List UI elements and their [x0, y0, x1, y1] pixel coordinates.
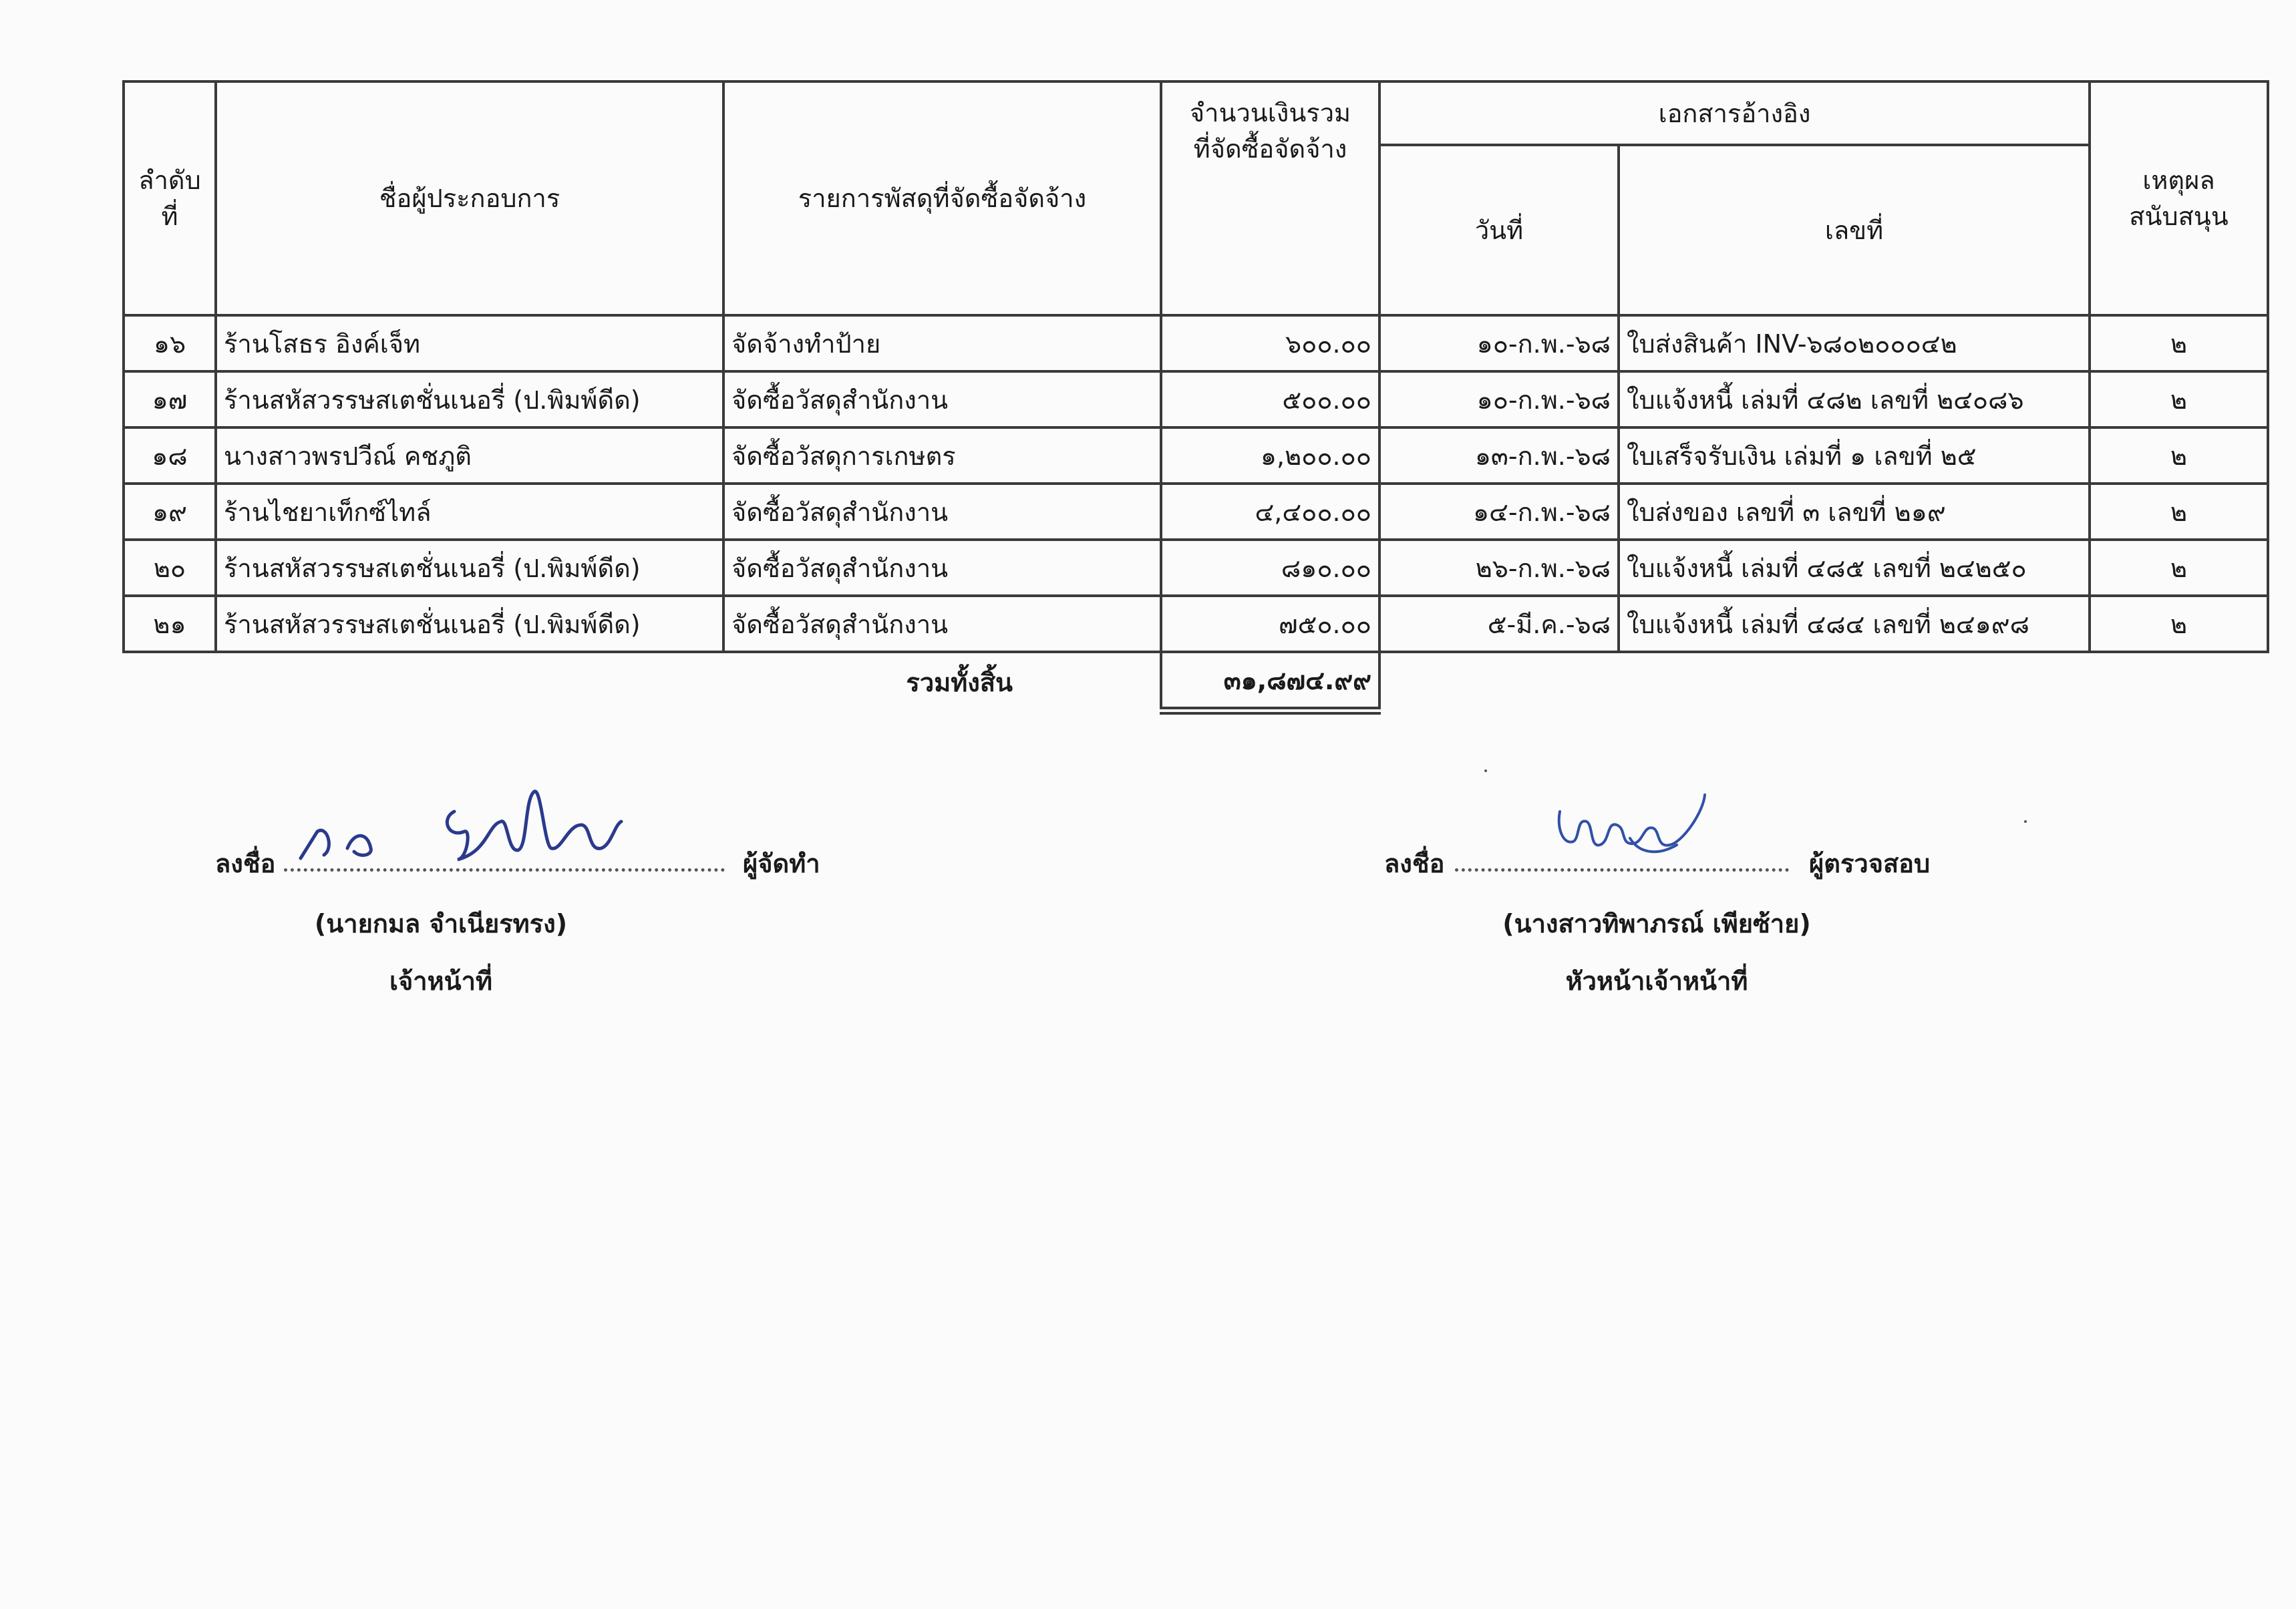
cell-date: ๕-มี.ค.-๖๘ [1379, 596, 1619, 652]
cell-reason: ๒ [2090, 371, 2268, 427]
cell-seq: ๑๗ [124, 371, 216, 427]
cell-amount: ๘๑๐.๐๐ [1161, 540, 1379, 596]
cell-ref: ใบแจ้งหนี้ เล่มที่ ๔๘๔ เลขที่ ๒๔๑๙๘ [1619, 596, 2090, 652]
cell-item: จัดซื้อวัสดุสำนักงาน [723, 596, 1161, 652]
cell-vendor: ร้านสหัสวรรษสเตชั่นเนอรี่ (ป.พิมพ์ดีด) [216, 371, 723, 427]
right-sign-role: ผู้ตรวจสอบ [1809, 849, 1931, 878]
left-signer-name: (นายกมล จำเนียรทรง) [314, 909, 568, 938]
scan-speck [1484, 769, 1487, 772]
right-signature-line [1455, 868, 1789, 872]
cell-vendor: ร้านสหัสวรรษสเตชั่นเนอรี่ (ป.พิมพ์ดีด) [216, 540, 723, 596]
cell-item: จัดซื้อวัสดุสำนักงาน [723, 540, 1161, 596]
header-amount: จำนวนเงินรวม ที่จัดซื้อจัดจ้าง [1161, 81, 1379, 315]
cell-seq: ๑๙ [124, 484, 216, 540]
left-sign-role: ผู้จัดทำ [743, 849, 820, 878]
cell-date: ๑๐-ก.พ.-๖๘ [1379, 315, 1619, 371]
cell-ref: ใบส่งของ เลขที่ ๓ เลขที่ ๒๑๙ [1619, 484, 2090, 540]
table-header [124, 81, 2268, 315]
total-label: รวมทั้งสิ้น [906, 667, 1013, 697]
right-sign-prefix: ลงชื่อ [1384, 849, 1445, 878]
cell-amount: ๔,๔๐๐.๐๐ [1161, 484, 1379, 540]
cell-reason: ๒ [2090, 427, 2268, 484]
table-row [124, 540, 2268, 596]
cell-date: ๑๓-ก.พ.-๖๘ [1379, 427, 1619, 484]
cell-vendor: ร้านสหัสวรรษสเตชั่นเนอรี่ (ป.พิมพ์ดีด) [216, 596, 723, 652]
cell-vendor: ร้านโสธร อิงค์เจ็ท [216, 315, 723, 371]
left-handwritten-signature [287, 785, 635, 872]
cell-reason: ๒ [2090, 596, 2268, 652]
table-row [124, 371, 2268, 427]
procurement-table [122, 80, 2269, 715]
cell-ref: ใบส่งสินค้า INV-๖๘๐๒๐๐๐๔๒ [1619, 315, 2090, 371]
cell-amount: ๑,๒๐๐.๐๐ [1161, 427, 1379, 484]
cell-reason: ๒ [2090, 540, 2268, 596]
left-signer-position: เจ้าหน้าที่ [389, 966, 492, 996]
cell-amount: ๕๐๐.๐๐ [1161, 371, 1379, 427]
total-row [124, 652, 2268, 711]
cell-reason: ๒ [2090, 315, 2268, 371]
cell-date: ๑๐-ก.พ.-๖๘ [1379, 371, 1619, 427]
cell-vendor: ร้านไชยาเท็กซ์ไทล์ [216, 484, 723, 540]
table-row [124, 427, 2268, 484]
left-sign-prefix: ลงชื่อ [215, 849, 276, 878]
cell-seq: ๒๐ [124, 540, 216, 596]
cell-amount: ๗๕๐.๐๐ [1161, 596, 1379, 652]
right-signer-name: (นางสาวทิพาภรณ์ เพียซ้าย) [1502, 909, 1811, 938]
cell-vendor: นางสาวพรปวีณ์ คชภูติ [216, 427, 723, 484]
cell-seq: ๑๖ [124, 315, 216, 371]
right-signer-position: หัวหน้าเจ้าหน้าที่ [1565, 966, 1748, 996]
header-ref-number: เลขที่ [1619, 145, 2090, 315]
cell-item: จัดจ้างทำป้าย [723, 315, 1161, 371]
table-row [124, 484, 2268, 540]
cell-ref: ใบเสร็จรับเงิน เล่มที่ ๑ เลขที่ ๒๕ [1619, 427, 2090, 484]
table-row [124, 315, 2268, 371]
cell-item: จัดซื้อวัสดุสำนักงาน [723, 484, 1161, 540]
cell-item: จัดซื้อวัสดุการเกษตร [723, 427, 1161, 484]
header-items: รายการพัสดุที่จัดซื้อจัดจ้าง [723, 81, 1161, 315]
cell-seq: ๑๘ [124, 427, 216, 484]
cell-date: ๒๖-ก.พ.-๖๘ [1379, 540, 1619, 596]
cell-date: ๑๔-ก.พ.-๖๘ [1379, 484, 1619, 540]
table-row [124, 596, 2268, 652]
cell-reason: ๒ [2090, 484, 2268, 540]
cell-seq: ๒๑ [124, 596, 216, 652]
cell-ref: ใบแจ้งหนี้ เล่มที่ ๔๘๒ เลขที่ ๒๔๐๘๖ [1619, 371, 2090, 427]
header-reason: เหตุผล สนับสนุน [2090, 81, 2268, 315]
total-value: ๓๑,๘๗๔.๙๙ [1161, 652, 1379, 711]
cell-ref: ใบแจ้งหนี้ เล่มที่ ๔๘๕ เลขที่ ๒๔๒๕๐ [1619, 540, 2090, 596]
cell-amount: ๖๐๐.๐๐ [1161, 315, 1379, 371]
header-ref-date: วันที่ [1379, 145, 1619, 315]
header-seq: ลำดับ ที่ [124, 81, 216, 315]
header-vendor: ชื่อผู้ประกอบการ [216, 81, 723, 315]
right-handwritten-signature [1550, 791, 1724, 865]
cell-item: จัดซื้อวัสดุสำนักงาน [723, 371, 1161, 427]
scan-speck [2024, 820, 2027, 823]
header-reference-group: เอกสารอ้างอิง [1379, 81, 2090, 145]
